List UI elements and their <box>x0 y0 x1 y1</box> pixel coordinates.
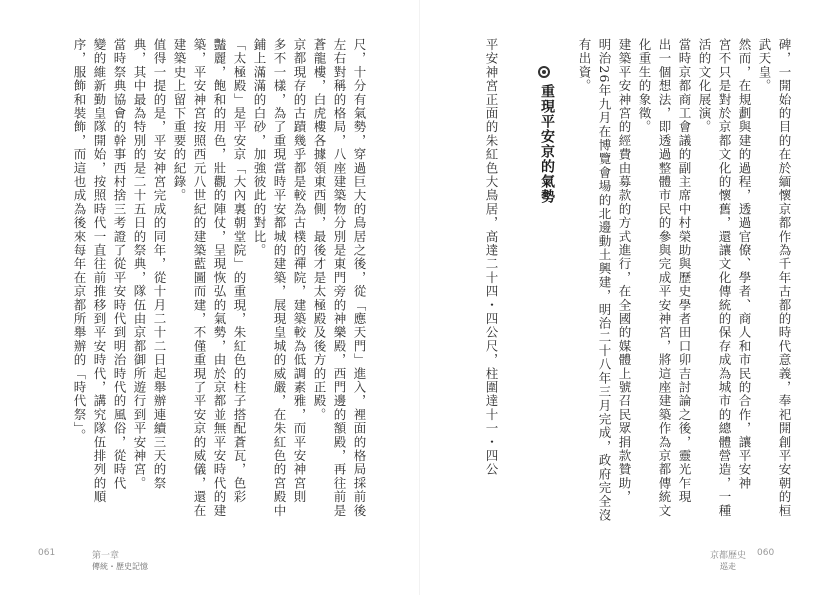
running-footer <box>92 548 148 572</box>
text-column: 明治26年九月在博覽會場的北邊動土興建，明治二十八年三月完成，政府完全沒 <box>597 38 612 523</box>
text-column: 平安神宮正面的朱紅色大鳥居，高達二十四・四公尺，柱圍達十一・四公 <box>484 38 499 477</box>
section-bullet-icon <box>538 66 550 78</box>
footer-title: 京都歷史 <box>710 551 747 561</box>
text-column: 宮不只是對於京都文化的懷舊，還讓文化傳統的保存成為城市的總體營造，一種 <box>717 38 732 518</box>
text-column: 活的文化展演。 <box>697 38 712 134</box>
right-page <box>420 0 839 595</box>
text-column: 「太極殿」是平安京「大內裏朝堂院」的重現，朱紅色的柱子搭配蒼瓦，色彩 <box>232 38 247 504</box>
text-column: 有出資。 <box>577 38 592 93</box>
text-column: 鋪上滿滿的白砂，加強彼此的對比。 <box>252 38 267 258</box>
text-column: 築，平安神宮按照西元八世紀的建築藍圖而建，不僅重現了平安京的威儀，還在 <box>192 38 207 518</box>
text-column: 豔麗，飽和的用色，壯觀的陣仗，呈現恢弘的氣勢，由於京都並無平安時代的建 <box>212 38 227 518</box>
text-column: 化重生的象徵。 <box>637 38 652 134</box>
text-column: 左右對稱的格局，八座建築物分別是東門旁的神樂殿，西門邊的額殿，再往前是 <box>332 38 347 518</box>
text-column: 尺，十分有氣勢，穿過巨大的鳥居之後，從「應天門」進入，裡面的格局採前後 <box>352 38 367 518</box>
text-column: 變的維新勤皇隊開始，按照時代一直往前推移到平安時代，講究隊伍排列的順 <box>92 38 107 504</box>
text-column: 值得一提的是，平安神宮完成的同年，從十月二十二日起舉辦連續三天的祭 <box>152 38 167 491</box>
footer-chapter: 第一章 <box>92 551 120 561</box>
text-column: 多不一樣，為了重現當時平安都城的建築，展現皇城的威嚴，在朱紅色的宮殿中 <box>272 38 287 518</box>
text-column: 出一個想法，即透過整體市民的參與完成平安神宮，將這座建築作為京都傳統文 <box>657 38 672 518</box>
text-column: 武天皇。 <box>757 38 772 93</box>
text-column: 當時京都商工會議的副主席中村榮助與歷史學者田口卯吉討論之後，靈光乍現 <box>677 38 692 504</box>
text-column: 碑，一開始的目的在於緬懷京都作為千年古都的時代意義，奉祀開創平安朝的桓 <box>777 38 792 518</box>
footer-subtitle: 巡走 <box>720 562 736 571</box>
text-column: 然而，在規劃與建的過程，透過官僚、學者、商人和市民的合作，讓平安神 <box>737 38 752 491</box>
section-heading: 重現平安京的氣勢 <box>539 84 555 204</box>
footer-subtitle: 傳統・歷史記憶 <box>92 562 148 571</box>
text-column: 蒼龍樓，白虎樓各據領東西側，最後才是太極殿及後方的正殿。 <box>312 38 327 422</box>
running-footer <box>710 548 746 572</box>
page-number: 061 <box>38 548 56 558</box>
text-column: 序，服飾和裝飾，而這也成為後來每年在京都所舉辦的「時代祭」。 <box>72 38 87 443</box>
text-column: 京都現存的古蹟幾乎都是較為古樸的禪院，建築較為低調素雅，而平安神宮則 <box>292 38 307 504</box>
text-column: 建築平安神宮的經費由募款的方式進行，在全國的媒體上號召民眾捐款贊助， <box>617 38 632 504</box>
page-number: 060 <box>757 548 775 558</box>
text-column: 建築史上留下重要的紀錄。 <box>172 38 187 203</box>
text-column: 典，其中最為特別的是二十五日的祭典，隊伍由京都御所遊行到平安神宮。 <box>132 38 147 491</box>
text-column: 當時祭典協會的幹事西村捨三考證了從平安時代到明治時代的風俗，從時代 <box>112 38 127 491</box>
